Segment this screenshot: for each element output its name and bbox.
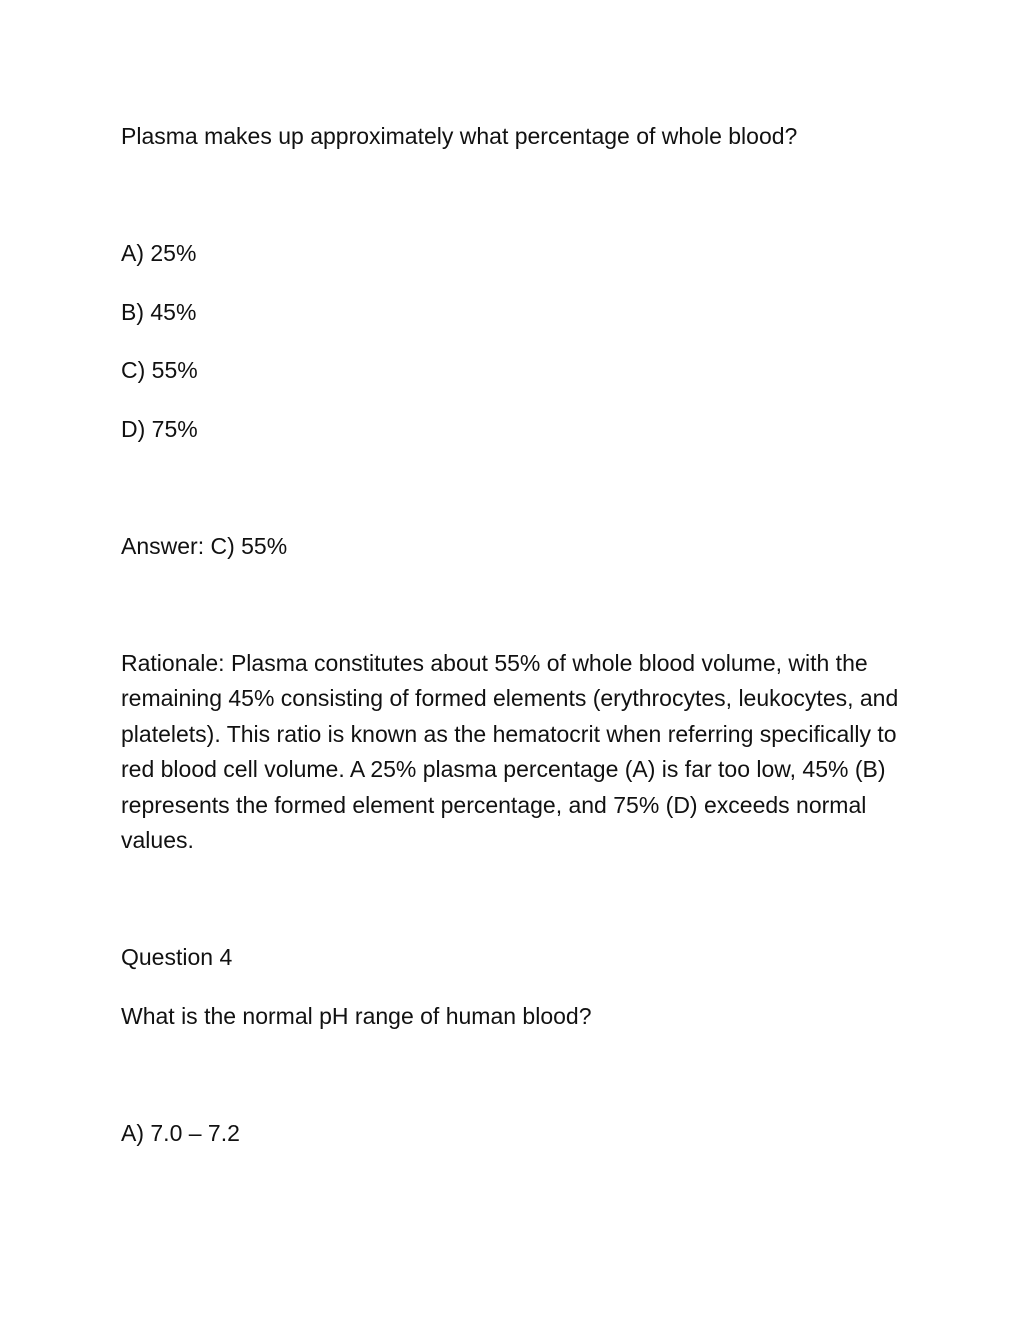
question-heading: Question 4 bbox=[121, 944, 233, 970]
option-c: C) 55% bbox=[121, 357, 198, 383]
option-d: D) 75% bbox=[121, 416, 198, 442]
question-text: What is the normal pH range of human blood? bbox=[121, 1003, 592, 1029]
option-a: A) 7.0 – 7.2 bbox=[121, 1120, 240, 1146]
question-text: Plasma makes up approximately what percentage of whole blood? bbox=[121, 123, 798, 149]
option-a: A) 25% bbox=[121, 240, 197, 266]
rationale-paragraph: Rationale: Plasma constitutes about 55% of whole blood volume, with the remaining 45% consisting of formed elements (erythrocytes, leukocytes, and platelets). This ratio is known as the hematocrit when referring specifically to red blood cell volume. A 25% plasma percentage (A) is far too low, 45% (B) represents the formed element percentage, and 75% (D) exceeds normal values. bbox=[121, 650, 899, 854]
answer-text: Answer: C) 55% bbox=[121, 533, 288, 559]
option-b: B) 45% bbox=[121, 299, 197, 325]
